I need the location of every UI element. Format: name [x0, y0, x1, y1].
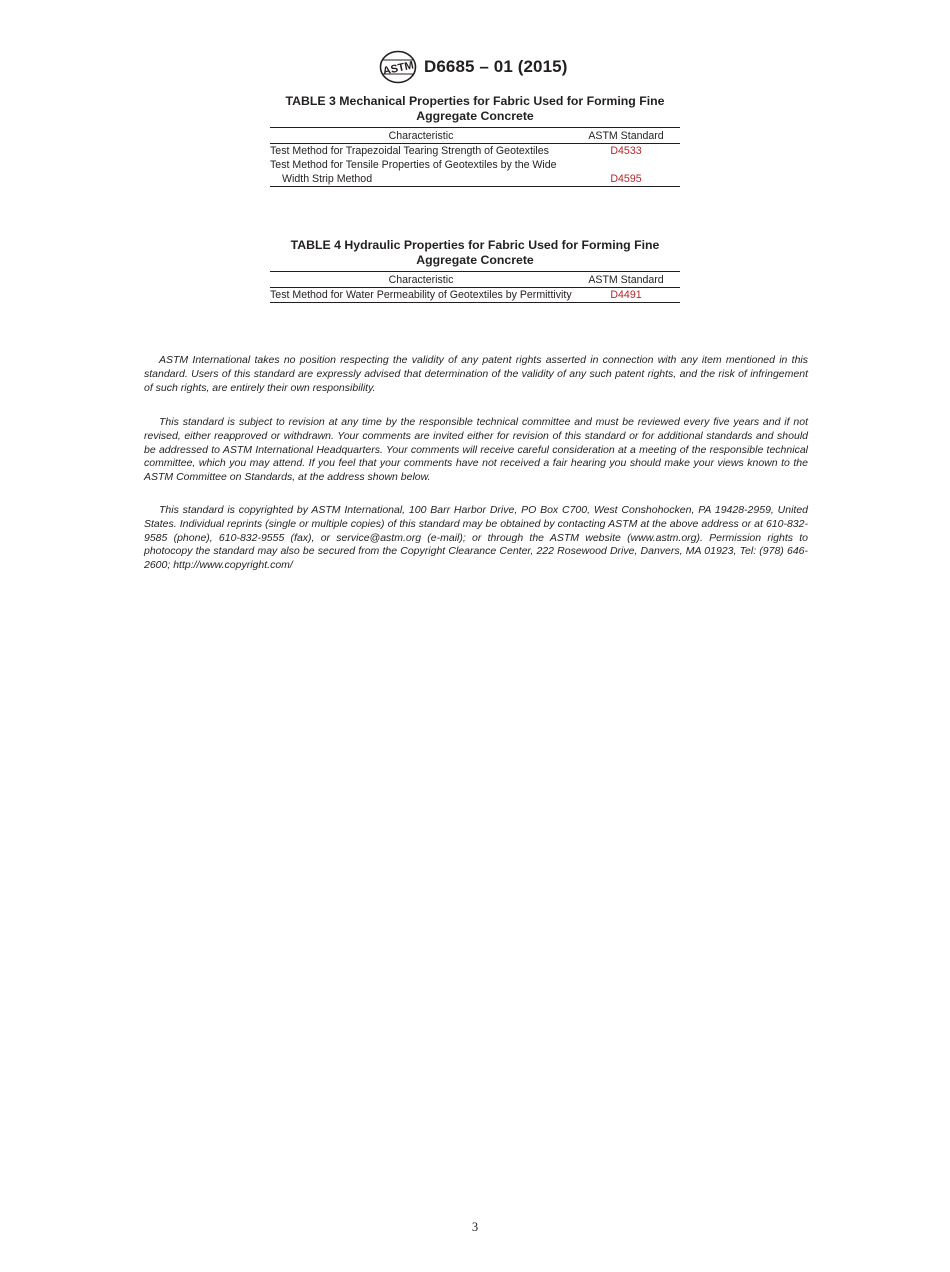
- table-3-title-line2: Aggregate Concrete: [416, 109, 534, 123]
- table-4-title-line1: TABLE 4 Hydraulic Properties for Fabric Used for Forming Fine: [290, 238, 660, 252]
- svg-text:ASTM: ASTM: [381, 59, 415, 78]
- astm-logo-icon: [378, 50, 418, 84]
- document-designation: D6685 – 01 (2015): [424, 57, 568, 76]
- standard-link-d4533[interactable]: D4533: [610, 145, 642, 157]
- table-4: [270, 238, 680, 303]
- table-header-row: [270, 272, 680, 288]
- column-header-standard: ASTM Standard: [572, 272, 680, 288]
- table-row: [270, 144, 680, 159]
- revision-notice: This standard is subject to revision at any time by the responsible technical committee and must be reviewed every five years and if not revised, either reapproved or withdrawn. Your comments are invited either for revision of this standard or for additional standards and should be addressed to ASTM International Headquarters. Your comments will receive careful consideration at a meeting of the responsible technical committee, which you may attend. If you feel that your comments have not received a fair hearing you should make your views known to the ASTM Committee on Standards, at the address shown below.: [144, 416, 808, 484]
- table-4-title-line2: Aggregate Concrete: [416, 253, 534, 267]
- table-header-row: [270, 128, 680, 144]
- row-characteristic: Test Method for Tensile Properties of Geotextiles by the Wide Width Strip Method: [270, 159, 557, 185]
- page-number: 3: [471, 1220, 479, 1234]
- table-3-title-line1: TABLE 3 Mechanical Properties for Fabric Used for Forming Fine: [285, 94, 665, 108]
- table-3: [270, 94, 680, 187]
- table-3-grid: [270, 127, 680, 187]
- table-4-grid: [270, 271, 680, 303]
- table-3-title: [270, 94, 680, 124]
- standard-link-d4595[interactable]: D4595: [610, 173, 642, 185]
- row-characteristic: Test Method for Trapezoidal Tearing Strength of Geotextiles: [270, 145, 549, 157]
- patent-notice: ASTM International takes no position respecting the validity of any patent rights asserted in connection with any item mentioned in this standard. Users of this standard are expressly advised that determination of the validity of any such patent rights, and the risk of infringement of such rights, are entirely their own responsibility.: [144, 354, 808, 394]
- column-header-characteristic: Characteristic: [270, 128, 572, 144]
- standard-link-d4491[interactable]: D4491: [610, 289, 642, 301]
- table-4-title: [270, 238, 680, 268]
- column-header-characteristic: Characteristic: [270, 272, 572, 288]
- copyright-notice: This standard is copyrighted by ASTM International, 100 Barr Harbor Drive, PO Box C700, West Conshohocken, PA 19428-2959, United States. Individual reprints (single or multiple copies) of this standard may be obtained by contacting ASTM at the above address or at 610-832-9585 (phone), 610-832-9555 (fax), or service@astm.org (e-mail); or through the ASTM website (www.astm.org). Permission rights to photocopy the standard may also be secured from the Copyright Clearance Center, 222 Rosewood Drive, Danvers, MA 01923, Tel: (978) 646-2600; http://www.copyright.com/: [144, 504, 808, 572]
- row-characteristic: Test Method for Water Permeability of Geotextiles by Permittivity: [270, 289, 572, 301]
- column-header-standard: ASTM Standard: [572, 128, 680, 144]
- page-header: [0, 50, 950, 86]
- table-row: [270, 288, 680, 303]
- table-row: [270, 158, 680, 187]
